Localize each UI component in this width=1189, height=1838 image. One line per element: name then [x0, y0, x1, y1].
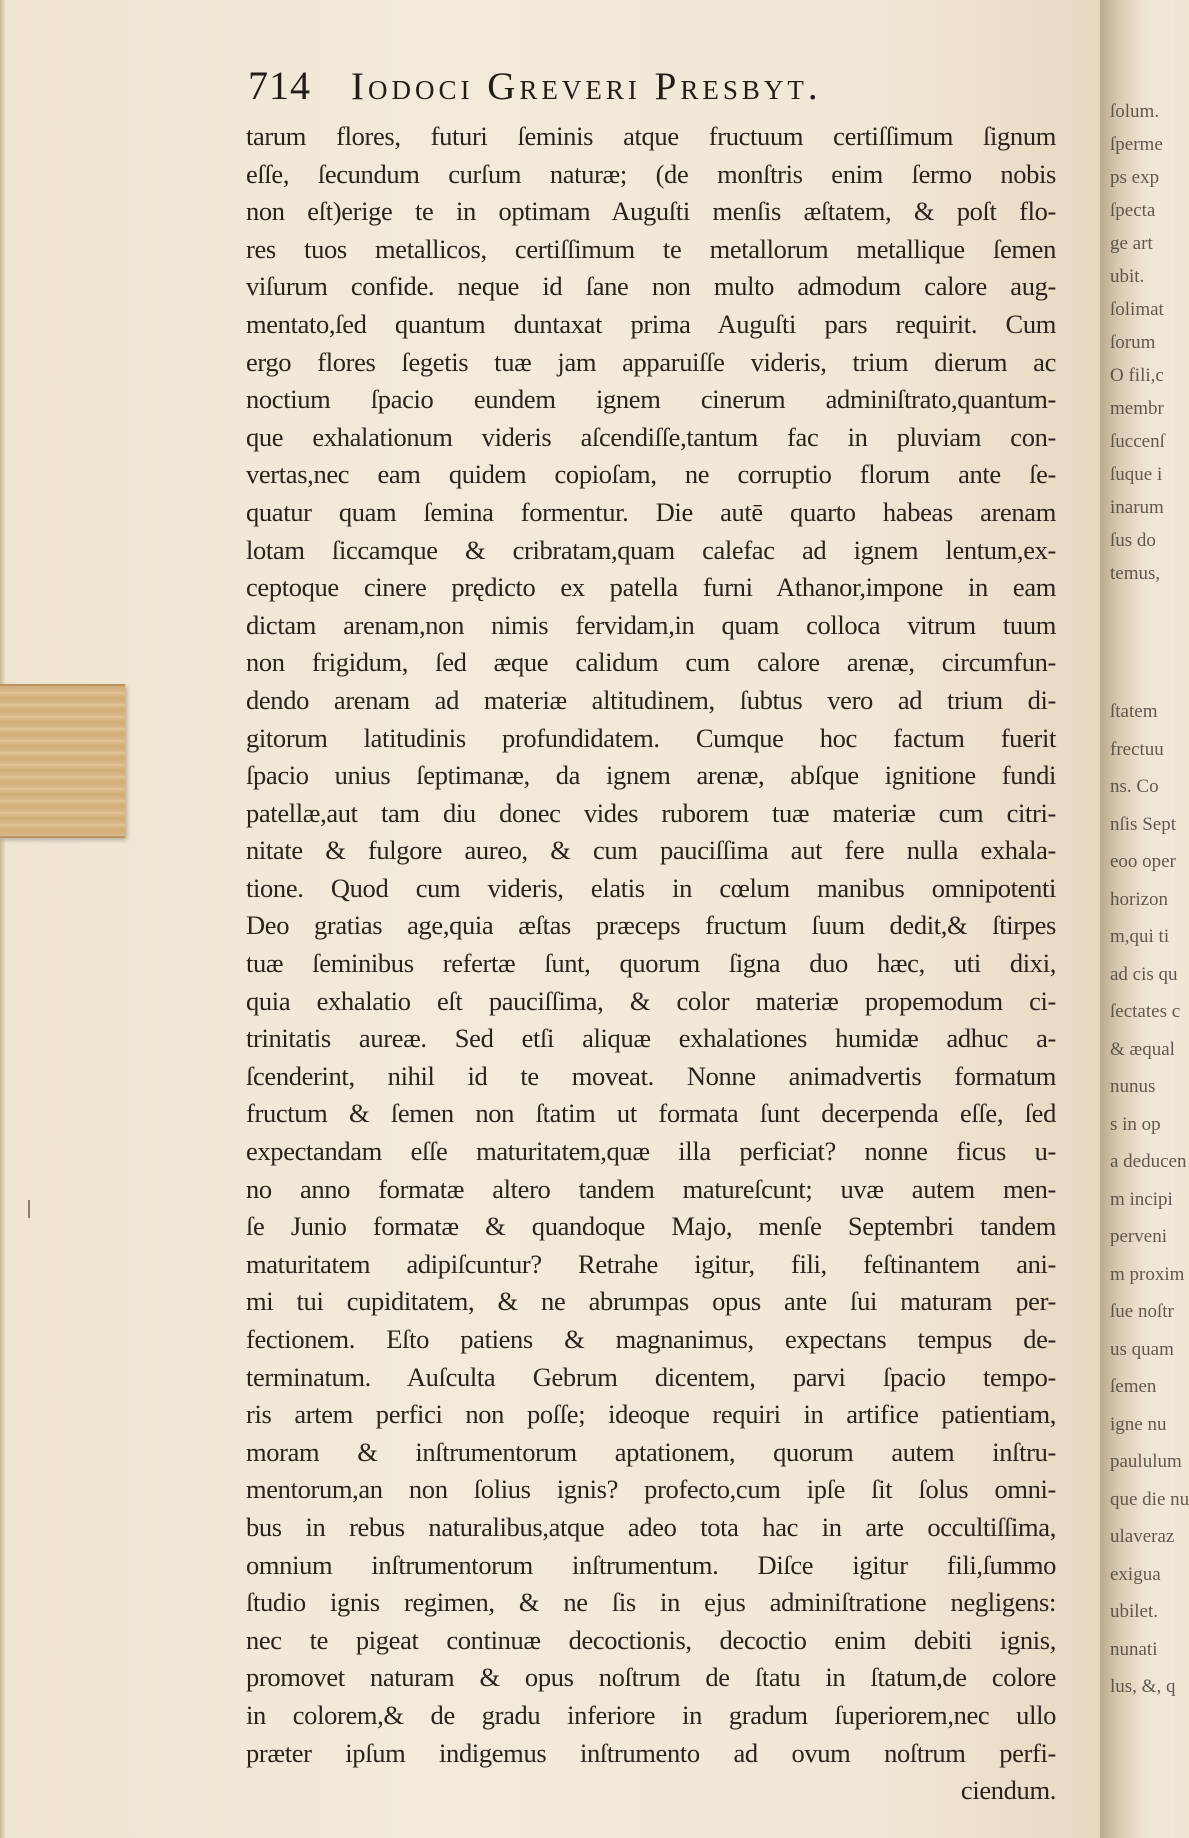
text-line: fructum & ſemen non ſtatim ut formata ſunt decerpenda eſſe, ſed — [246, 1098, 1056, 1129]
text-line: lotam ſiccamque & cribratam,quam calefac ad ignem lentum,ex- — [246, 534, 1056, 565]
text-line: viſurum confide. neque id ſane non multo admodum calore aug- — [246, 271, 1056, 302]
facing-page-fragment: ſorum — [1110, 332, 1156, 353]
running-head: Iodoci Greveri Presbyt. — [351, 65, 822, 108]
facing-page-fragment: ns. Co — [1110, 776, 1159, 797]
text-line: non frigidum, ſed æque calidum cum calore arenæ, circumfun- — [246, 647, 1056, 678]
text-line: promovet naturam & opus noſtrum de ſtatu in ſtatum,de colore — [246, 1662, 1056, 1693]
margin-mark — [28, 1200, 30, 1218]
text-line: gitorum latitudinis profundidatem. Cumque hoc factum fuerit — [246, 722, 1056, 753]
text-line: mentato,ſed quantum duntaxat prima Auguſti pars requirit. Cum — [246, 308, 1056, 339]
text-line: fectionem. Eſto patiens & magnanimus, expectans tempus de- — [246, 1324, 1056, 1354]
text-line: nitate & fulgore aureo, & cum pauciſſima aut fere nulla exhala- — [246, 835, 1056, 866]
facing-page-fragment: us quam — [1110, 1338, 1174, 1360]
text-line: tione. Quod cum videris, elatis in cœlum manibus omnipotenti — [246, 872, 1056, 903]
text-line: res tuos metallicos, certiſſimum te metallorum metallique ſemen — [246, 233, 1056, 264]
facing-page-fragment: m proxim — [1110, 1263, 1185, 1285]
facing-page-fragment: ſtatem — [1110, 701, 1158, 722]
text-line: omnium inſtrumentorum inſtrumentum. Diſce igitur fili,ſummo — [246, 1549, 1056, 1580]
text-line: bus in rebus naturalibus,atque adeo tota hac in arte occultiſſima, — [246, 1511, 1056, 1542]
text-line: ris artem perfici non poſſe; ideoque requiri in artifice patientiam, — [246, 1399, 1056, 1430]
text-line: dictam arenam,non nimis fervidam,in quam colloca vitrum tuum — [246, 609, 1056, 640]
facing-page-fragment: eoo oper — [1110, 851, 1176, 872]
text-line: mentorum,an non ſolius ignis? profecto,cum ipſe ſit ſolus omni- — [246, 1474, 1056, 1505]
facing-page-edge — [1100, 0, 1189, 1838]
facing-page-fragment: ulaveraz — [1110, 1526, 1175, 1547]
facing-page-fragment: horizon — [1110, 888, 1169, 910]
facing-page-fragment: ſectates c — [1110, 1001, 1181, 1022]
facing-page-fragment: & æqual — [1110, 1038, 1175, 1060]
page-edge-shadow — [0, 0, 6, 1838]
facing-page-fragment: igne nu — [1110, 1413, 1167, 1435]
facing-page-fragment: ps exp — [1110, 167, 1160, 188]
facing-page-fragment: m incipi — [1110, 1188, 1173, 1210]
text-line: mi tui cupiditatem, & ne abrumpas opus ante ſui maturam per- — [246, 1286, 1056, 1317]
facing-page-fragment: nunati — [1110, 1638, 1158, 1660]
text-line: ſcenderint, nihil id te moveat. Nonne animadvertis formatum — [246, 1060, 1056, 1091]
text-line: eſſe, ſecundum curſum naturæ; (de monſtris enim ſermo nobis — [246, 158, 1056, 189]
text-line: quatur quam ſemina formentur. Die autē quarto habeas arenam — [246, 496, 1056, 527]
text-line: patellæ,aut tam diu donec vides ruborem tuæ materiæ cum citri- — [246, 797, 1056, 828]
facing-page-fragment: m,qui ti — [1110, 926, 1170, 947]
facing-page-fragment: ſuccenſ — [1110, 431, 1165, 452]
page-header — [248, 62, 822, 112]
facing-page-fragment: ad cis qu — [1110, 963, 1178, 985]
facing-page-fragment: membr — [1110, 398, 1164, 419]
text-line: tarum flores, futuri ſeminis atque fructuum certiſſimum ſignum — [246, 121, 1056, 151]
facing-page-fragment: temus, — [1110, 563, 1161, 584]
facing-page-fragment: que die nu — [1110, 1488, 1189, 1510]
facing-page-fragment: ubit. — [1110, 266, 1145, 287]
page-number: 714 — [248, 63, 311, 108]
text-line: vertas,nec eam quidem copioſam, ne corruptio florum ante ſe- — [246, 459, 1056, 490]
facing-page-fragment: ſperme — [1110, 134, 1163, 155]
text-line: Deo gratias age,quia æſtas præceps fructum ſuum dedit,& ſtirpes — [246, 910, 1056, 941]
facing-page-fragment: paululum — [1110, 1451, 1182, 1472]
text-line: moram & inſtrumentorum aptationem, quorum autem inſtru- — [246, 1436, 1056, 1467]
facing-page-fragment: lus, &, q — [1110, 1676, 1176, 1697]
facing-page-fragment: O fili,c — [1110, 365, 1164, 386]
text-line: no anno formatæ altero tandem matureſcunt; uvæ autem men- — [246, 1173, 1056, 1204]
text-line: ergo flores ſegetis tuæ jam apparuiſſe videris, trium dierum ac — [246, 346, 1056, 377]
text-line: expectandam eſſe maturitatem,quæ illa perficiat? nonne ficus u- — [246, 1136, 1056, 1167]
text-line: in colorem,& de gradu inferiore in gradum ſuperiorem,nec ullo — [246, 1699, 1056, 1730]
facing-page-fragment: exigua — [1110, 1563, 1161, 1585]
paper-tab-strip — [0, 684, 125, 838]
text-line: trinitatis aureæ. Sed etſi aliquæ exhalationes humidæ adhuc a- — [246, 1023, 1056, 1054]
text-line: ſtudio ignis regimen, & ne ſis in ejus adminiſtratione negligens: — [246, 1587, 1056, 1618]
facing-page-fragment: inarum — [1110, 497, 1164, 518]
text-line: præter ipſum indigemus inſtrumento ad ovum noſtrum perfi- — [246, 1737, 1056, 1768]
body-text — [246, 118, 1056, 1810]
facing-page-fragment: ubilet. — [1110, 1601, 1159, 1622]
facing-page-fragment: ſus do — [1110, 530, 1156, 551]
text-line: maturitatem adipiſcuntur? Retrahe igitur, fili, feſtinantem ani- — [246, 1248, 1056, 1279]
text-line: nec te pigeat continuæ decoctionis, decoctio enim debiti ignis, — [246, 1624, 1056, 1655]
text-line: noctium ſpacio eundem ignem cinerum adminiſtrato,quantum- — [246, 384, 1056, 415]
facing-page-fragment: ſolum. — [1110, 101, 1160, 122]
facing-page-fragment: ſpecta — [1110, 200, 1156, 221]
text-line: non eſt)erige te in optimam Auguſti menſis æſtatem, & poſt flo- — [246, 196, 1056, 227]
text-line: ciendum. — [960, 1775, 1056, 1806]
facing-page-fragment: ſolimat — [1110, 299, 1164, 320]
facing-page-fragment: ge art — [1110, 233, 1153, 254]
facing-page-fragment: s in op — [1110, 1113, 1161, 1135]
text-line: que exhalationum videris aſcendiſſe,tantum fac in pluviam con- — [246, 421, 1056, 452]
facing-page-fragment: ſuque i — [1110, 464, 1163, 485]
facing-page-fragment: nſis Sept — [1110, 813, 1176, 835]
facing-page-fragment: ſue noſtr — [1110, 1301, 1174, 1322]
text-line: ceptoque cinere prędicto ex patella furni Athanor,impone in eam — [246, 572, 1056, 603]
text-line: dendo arenam ad materiæ altitudinem, ſubtus vero ad trium di- — [246, 684, 1056, 715]
text-line: tuæ ſeminibus refertæ ſunt, quorum ſigna duo hæc, uti dixi, — [246, 948, 1056, 979]
text-line: terminatum. Auſculta Gebrum dicentem, parvi ſpacio tempo- — [246, 1361, 1056, 1392]
facing-page-fragment: frectuu — [1110, 738, 1164, 760]
text-line: quia exhalatio eſt pauciſſima, & color materiæ propemodum ci- — [246, 985, 1056, 1016]
text-line: ſe Junio formatæ & quandoque Majo, menſe Septembri tandem — [246, 1211, 1056, 1242]
facing-page-fragment: ſemen — [1110, 1376, 1157, 1397]
facing-page-fragment: a deducen — [1110, 1151, 1187, 1172]
text-line: ſpacio unius ſeptimanæ, da ignem arenæ, abſque ignitione fundi — [246, 760, 1056, 791]
facing-page-fragment: perveni — [1110, 1226, 1167, 1247]
facing-page-fragment: nunus — [1110, 1076, 1156, 1097]
